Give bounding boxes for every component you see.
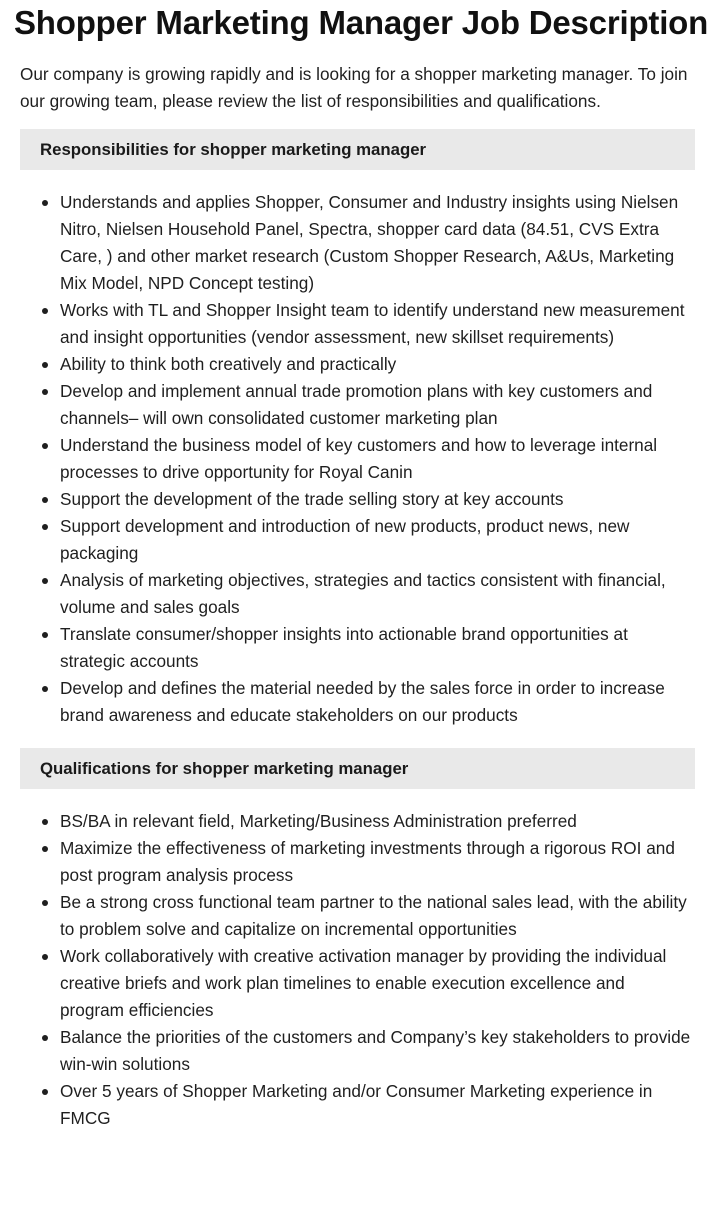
bullet-icon xyxy=(42,362,48,368)
list-item: Maximize the effectiveness of marketing investments through a rigorous ROI and post program analysis process xyxy=(60,835,700,889)
list-item: Analysis of marketing objectives, strategies and tactics consistent with financial, volume and sales goals xyxy=(60,567,700,621)
intro-paragraph: Our company is growing rapidly and is looking for a shopper marketing manager. To join our growing team, please review the list of responsibilities and qualifications. xyxy=(20,64,688,111)
bullet-icon xyxy=(42,900,48,906)
bullet-icon xyxy=(42,632,48,638)
bullet-icon xyxy=(42,308,48,314)
bullet-icon xyxy=(42,819,48,825)
list-item: BS/BA in relevant field, Marketing/Business Administration preferred xyxy=(60,808,700,835)
list-item: Support the development of the trade selling story at key accounts xyxy=(60,486,700,513)
bullet-icon xyxy=(42,1089,48,1095)
page-title: Shopper Marketing Manager Job Description xyxy=(14,4,709,41)
responsibilities-list xyxy=(20,189,700,729)
list-item: Develop and implement annual trade promotion plans with key customers and channels– will own consolidated customer marketing plan xyxy=(60,378,700,432)
bullet-icon xyxy=(42,524,48,530)
list-item: Develop and defines the material needed by the sales force in order to increase brand awareness and educate stakeholders on our products xyxy=(60,675,700,729)
list-item: Translate consumer/shopper insights into actionable brand opportunities at strategic accounts xyxy=(60,621,700,675)
bullet-icon xyxy=(42,954,48,960)
bullet-icon xyxy=(42,443,48,449)
list-item: Ability to think both creatively and practically xyxy=(60,351,700,378)
list-item: Understands and applies Shopper, Consumer and Industry insights using Nielsen Nitro, Nielsen Household Panel, Spectra, shopper card data (84.51, CVS Extra Care, ) and other market research (Custom Shopper Research, A&Us, Marketing Mix Model, NPD Concept testing) xyxy=(60,189,700,297)
bullet-icon xyxy=(42,578,48,584)
bullet-icon xyxy=(42,1035,48,1041)
qualifications-heading-text: Qualifications for shopper marketing manager xyxy=(40,758,409,778)
bullet-icon xyxy=(42,846,48,852)
bullet-icon xyxy=(42,200,48,206)
list-item: Over 5 years of Shopper Marketing and/or Consumer Marketing experience in FMCG xyxy=(60,1078,700,1132)
qualifications-heading xyxy=(20,748,695,789)
bullet-icon xyxy=(42,497,48,503)
bullet-icon xyxy=(42,389,48,395)
responsibilities-heading-text: Responsibilities for shopper marketing manager xyxy=(40,139,427,159)
qualifications-list xyxy=(20,808,700,1132)
bullet-icon xyxy=(42,686,48,692)
list-item: Balance the priorities of the customers and Company’s key stakeholders to provide win-win solutions xyxy=(60,1024,700,1078)
list-item: Be a strong cross functional team partner to the national sales lead, with the ability to problem solve and capitalize on incremental opportunities xyxy=(60,889,700,943)
list-item: Understand the business model of key customers and how to leverage internal processes to drive opportunity for Royal Canin xyxy=(60,432,700,486)
responsibilities-heading xyxy=(20,129,695,170)
list-item: Support development and introduction of new products, product news, new packaging xyxy=(60,513,700,567)
list-item: Works with TL and Shopper Insight team to identify understand new measurement and insight opportunities (vendor assessment, new skillset requirements) xyxy=(60,297,700,351)
list-item: Work collaboratively with creative activation manager by providing the individual creative briefs and work plan timelines to enable execution excellence and program efficiencies xyxy=(60,943,700,1024)
